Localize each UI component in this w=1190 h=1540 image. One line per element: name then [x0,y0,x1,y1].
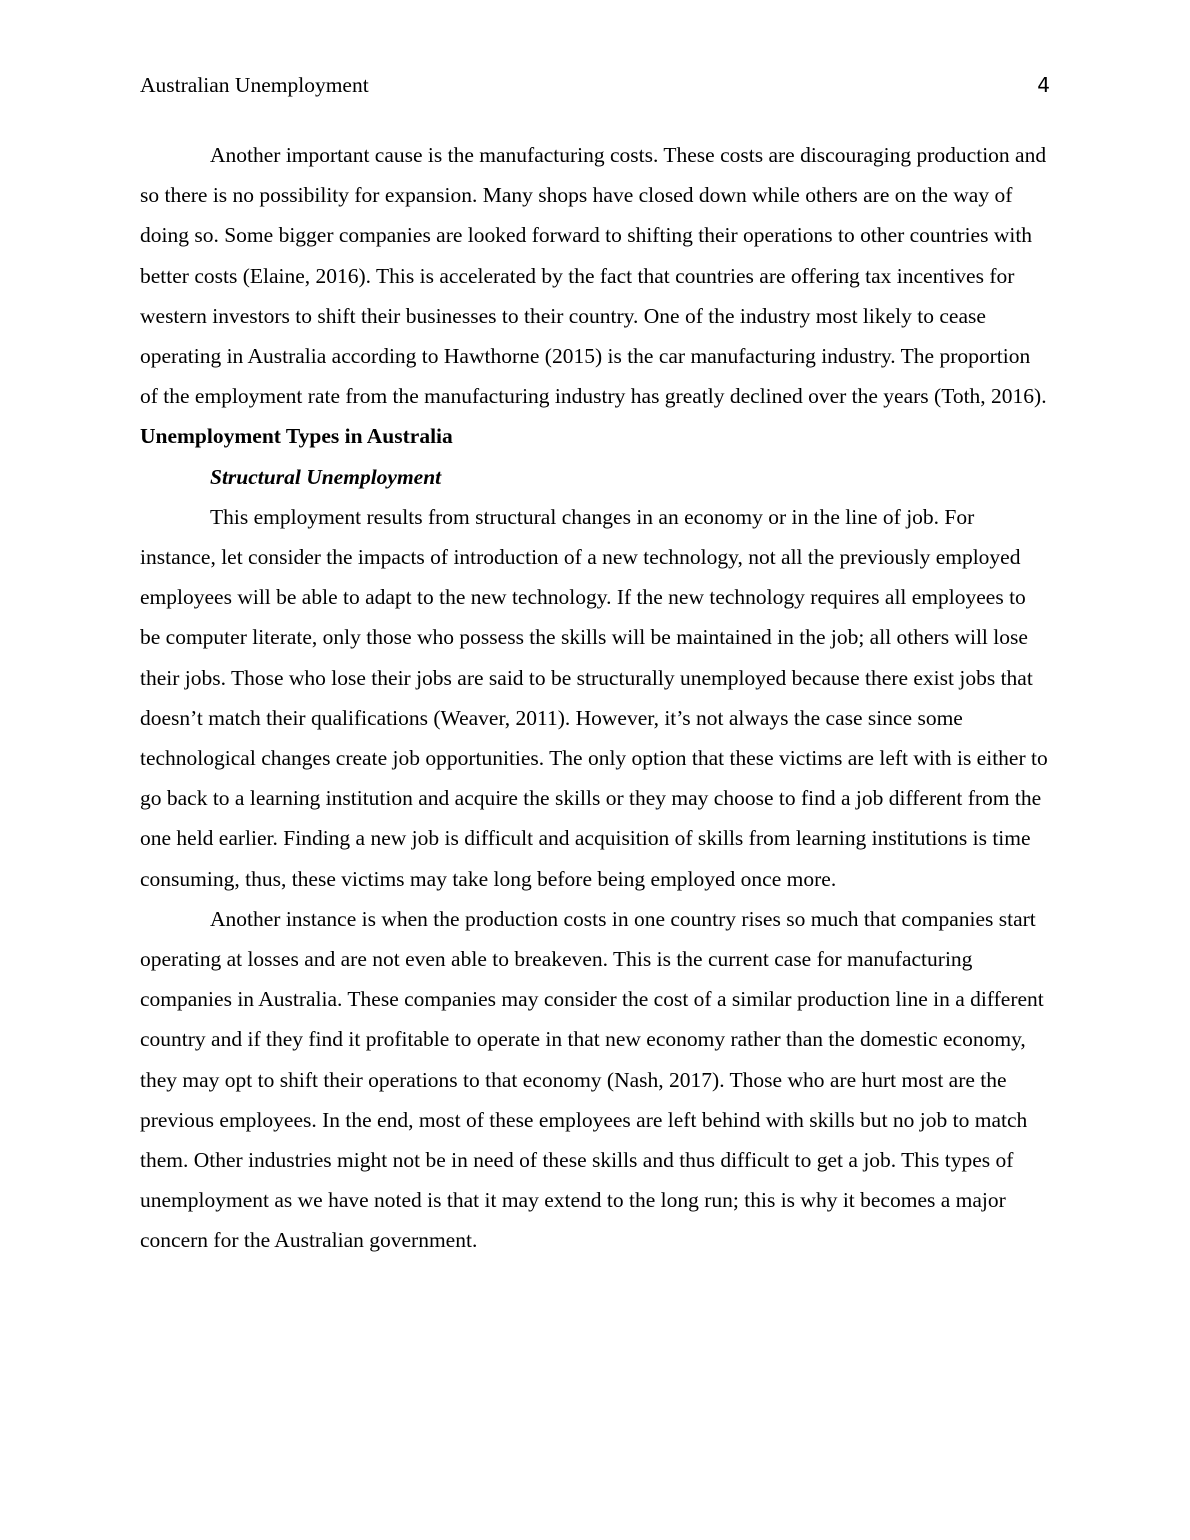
body-text [140,135,1050,1261]
running-head: Australian Unemployment [140,73,369,97]
paragraph-manufacturing-costs: Another important cause is the manufacturing costs. These costs are discouraging production and so there is no possibility for expansion. Many shops have closed down while others are on the way of doing so. Some bigger companies are looked forward to shifting their operations to other countries with better costs (Elaine, 2016). This is accelerated by the fact that countries are offering tax incentives for western investors to shift their businesses to their country. One of the industry most likely to cease operating in Australia according to Hawthorne (2015) is the car manufacturing industry. The proportion of the employment rate from the manufacturing industry has greatly declined over the years (Toth, 2016). [140,143,1047,409]
section-heading-unemployment-types: Unemployment Types in Australia [140,424,453,449]
paragraph-production-costs: Another instance is when the production costs in one country rises so much that companies start operating at losses and are not even able to breakeven. This is the current case for manufacturing companies in Australia. These companies may consider the cost of a similar production line in a different country and if they find it profitable to operate in that new economy rather than the domestic economy, they may opt to shift their operations to that economy (Nash, 2017). Those who are hurt most are the previous employees. In the end, most of these employees are left behind with skills but no job to match them. Other industries might not be in need of these skills and thus difficult to get a job. This types of unemployment as we have noted is that it may extend to the long run; this is why it becomes a major concern for the Australian government. [140,906,1044,1253]
paragraph-structural-changes: This employment results from structural changes in an economy or in the line of job. For instance, let consider the impacts of introduction of a new technology, not all the previously employed employees will be able to adapt to the new technology. If the new technology requires all employees to be computer literate, only those who possess the skills will be maintained in the job; all others will lose their jobs. Those who lose their jobs are said to be structurally unemployed because there exist jobs that doesn’t match their qualifications (Weaver, 2011). However, it’s not always the case since some technological changes create job opportunities. The only option that these victims are left with is either to go back to a learning institution and acquire the skills or they may choose to find a job different from the one held earlier. Finding a new job is difficult and acquisition of skills from learning institutions is time consuming, thus, these victims may take long before being employed once more. [140,504,1048,891]
page-number: 4 [1037,73,1050,97]
subsection-heading-structural-unemployment: Structural Unemployment [210,464,442,489]
